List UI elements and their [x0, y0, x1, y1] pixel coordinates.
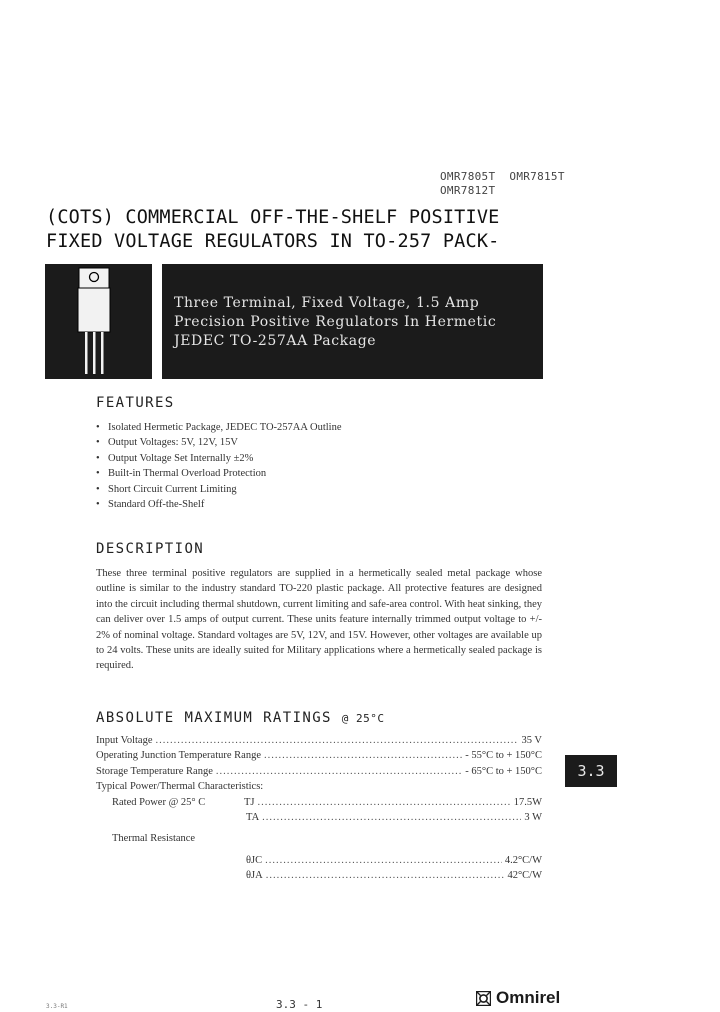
part-number: OMR7805T — [440, 170, 496, 183]
page-number: 3.3 - 1 — [276, 998, 323, 1011]
subtitle-line: Three Terminal, Fixed Voltage, 1.5 Amp — [174, 295, 480, 311]
feature-item: • Built-in Thermal Overload Protection — [96, 466, 526, 481]
rating-value: 17.5W — [513, 796, 542, 808]
rating-value: 42°C/W — [507, 870, 542, 882]
rating-label: Storage Temperature Range — [96, 765, 213, 777]
rating-row — [96, 797, 542, 812]
part-number: OMR7815T — [509, 170, 565, 183]
title-line: (COTS) COMMERCIAL OFF-THE-SHELF POSITIVE — [46, 207, 500, 228]
rating-row — [96, 870, 542, 885]
subtitle-line: Precision Positive Regulators In Hermetic — [174, 314, 497, 330]
ratings-heading-text: ABSOLUTE MAXIMUM RATINGS — [96, 710, 332, 726]
to257-package-icon — [45, 264, 152, 379]
part-numbers — [440, 170, 600, 198]
subtitle — [174, 294, 496, 351]
part-number: OMR7812T — [440, 184, 496, 197]
feature-item: • Short Circuit Current Limiting — [96, 482, 526, 497]
rating-label: Rated Power @ 25° C — [112, 796, 206, 808]
rating-value: 35 V — [521, 735, 542, 746]
rating-row — [96, 766, 542, 781]
rating-row — [96, 735, 542, 750]
footer-code: 3.3-R1 — [46, 1003, 68, 1010]
rating-label: Thermal Resistance — [112, 833, 196, 845]
rating-row — [96, 833, 542, 848]
document-title — [46, 206, 566, 254]
leader-dots — [264, 750, 462, 761]
ratings-heading — [96, 710, 384, 726]
omnirel-logo-icon — [476, 991, 491, 1006]
leader-dots — [265, 855, 502, 866]
feature-item: • Output Voltage Set Internally ±2% — [96, 451, 526, 466]
rating-row — [96, 750, 542, 765]
rating-value: - 65°C to + 150°C — [465, 765, 542, 777]
package-illustration-panel — [45, 264, 152, 379]
leader-dots — [262, 812, 521, 823]
rating-symbol: θJA — [246, 870, 263, 882]
description-text: These three terminal positive regulators are supplied in a hermetically sealed metal package whose outline is similar to the industry standard TO-220 plastic package. All protective features are designed into the circuit including thermal shutdown, current limiting and safe-area control. With heat sinking, they can deliver over 1.5 amps of output current. These units feature internally trimmed output voltage to +/- 2% of nominal voltage. Standard voltages are 5V, 12V, and 15V. However, other voltages are available up to 24 volts. These units are ideally suited for Military applications where a hermetically sealed package is required. — [96, 568, 542, 672]
rating-symbol: θJC — [246, 854, 263, 866]
feature-item: • Standard Off-the-Shelf — [96, 497, 526, 512]
subtitle-line: JEDEC TO-257AA Package — [174, 333, 377, 349]
features-heading: FEATURES — [96, 395, 175, 411]
rating-symbol: TJ — [244, 796, 255, 808]
brand-name: Omnirel — [496, 988, 561, 1007]
leader-dots — [216, 766, 462, 777]
rating-label: Input Voltage — [96, 735, 153, 746]
leader-dots — [155, 735, 518, 746]
rating-row — [96, 812, 542, 827]
subtitle-panel — [162, 264, 543, 379]
features-list — [96, 420, 526, 512]
leader-dots — [258, 797, 511, 808]
rating-label: Typical Power/Thermal Characteristics: — [96, 781, 264, 793]
leader-dots — [266, 870, 505, 881]
rating-label: Operating Junction Temperature Range — [96, 750, 261, 762]
description-heading: DESCRIPTION — [96, 541, 205, 557]
rating-value: 4.2°C/W — [504, 854, 542, 866]
rating-row — [96, 781, 542, 796]
rating-value: 3 W — [524, 811, 542, 823]
rating-row — [96, 855, 542, 870]
feature-item: • Isolated Hermetic Package, JEDEC TO-257AA Outline — [96, 420, 526, 435]
ratings-table — [96, 735, 542, 886]
feature-item: • Output Voltages: 5V, 12V, 15V — [96, 435, 526, 450]
brand-logo — [476, 988, 560, 1008]
rating-symbol: TA — [246, 811, 260, 823]
rating-value: - 55°C to + 150°C — [465, 750, 542, 762]
title-line: FIXED VOLTAGE REGULATORS IN TO-257 PACK- — [46, 231, 500, 252]
ratings-heading-condition: @ 25°C — [341, 712, 385, 725]
section-tab: 3.3 — [565, 755, 617, 787]
